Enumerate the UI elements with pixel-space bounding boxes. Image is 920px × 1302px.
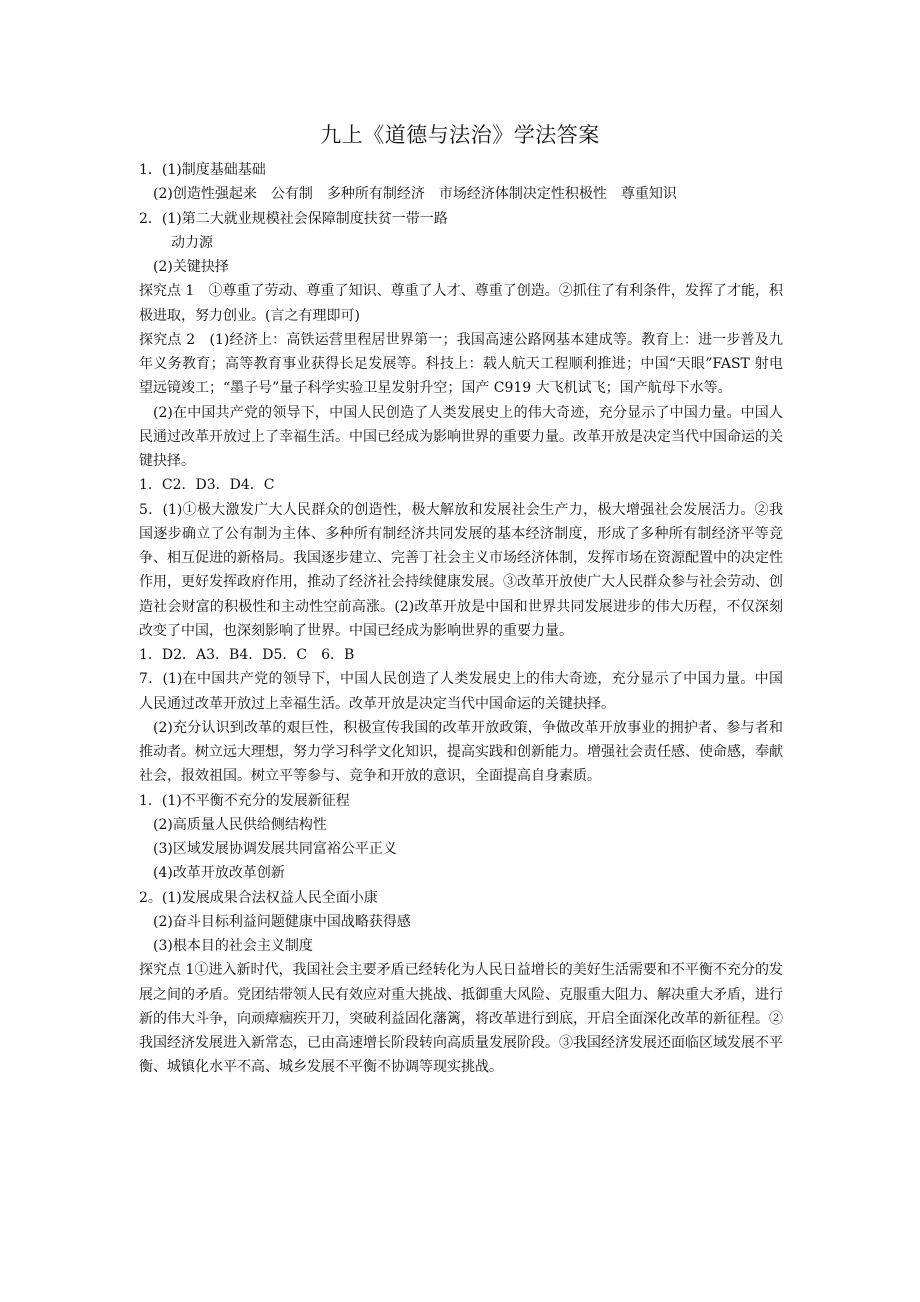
answer-paragraph: 1．(1)不平衡不充分的发展新征程: [139, 792, 350, 809]
document-title: 九上《道德与法治》学法答案: [320, 123, 600, 147]
answer-paragraph: (4)改革开放改革创新: [153, 865, 285, 882]
answer-paragraph: 1．(1)制度基础基础: [139, 162, 266, 178]
document-body: [139, 158, 783, 1080]
answer-paragraph: (2)奋斗目标利益问题健康中国战略获得感: [153, 913, 411, 930]
answer-paragraph: 探究点 2 (1)经济上：高铁运营里程居世界第一；我国高速公路网基本建成等。教育上：进一步普及九年义务教育；高等教育事业获得长足发展等。科技上：载人航天工程顺利推进；中国“天眼”FAST 射电望远镜竣工；“墨子号”量子科学实验卫星发射升空；国产 C919 大飞机试飞；国产航母下水等。: [139, 331, 783, 397]
answer-paragraph: (2)关键抉择: [153, 259, 229, 275]
answer-paragraph: 探究点 1 ①尊重了劳动、尊重了知识、尊重了人才、尊重了创造。②抓住了有利条件，发挥了才能，积极进取，努力创业。(言之有理即可): [139, 283, 783, 324]
answer-paragraph: (3)根本目的社会主义制度: [153, 938, 313, 954]
answer-paragraph: (2)在中国共产党的领导下，中国人民创造了人类发展史上的伟大奇迹，充分显示了中国力量。中国人民通过改革开放过上了幸福生活。中国已经成为影响世界的重要力量。改革开放是决定当代中国命运的关键抉择。: [139, 404, 783, 469]
answer-paragraph: 2．(1)第二大就业规模社会保障制度扶贫一带一路: [139, 210, 448, 227]
answer-paragraph: (2)创造性强起来 公有制 多种所有制经济 市场经济体制决定性积极性 尊重知识: [153, 186, 677, 203]
answer-paragraph: (2)充分认识到改革的艰巨性，积极宣传我国的改革开放政策，争做改革开放事业的拥护者、参与者和推动者。树立远大理想，努力学习科学文化知识，提高实践和创新能力。增强社会责任感、使命感，奉献社会，报效祖国。树立平等参与、竞争和开放的意识，全面提高自身素质。: [139, 719, 783, 785]
answer-paragraph: 1．D2．A3．B4．D5．C 6．B: [139, 647, 355, 663]
answer-paragraph: 探究点 1①进入新时代，我国社会主要矛盾已经转化为人民日益增长的美好生活需要和不平衡不充分的发展之间的矛盾。党团结带领人民有效应对重大挑战、抵御重大风险、克服重大阻力、解决重大矛盾，进行新的伟大斗争，向顽瘴痼疾开刀，突破利益固化藩篱，将改革进行到底，开启全面深化改革的新征程。②我国经济发展进入新常态，已由高速增长阶段转向高质量发展阶段。③我国经济发展还面临区域发展不平衡、城镇化水平不高、城乡发展不平衡不协调等现实挑战。: [139, 962, 783, 1076]
answer-paragraph: (2)高质量人民供给侧结构性: [153, 816, 327, 833]
answer-paragraph: 5．(1)①极大激发广大人民群众的创造性，极大解放和发展社会生产力，极大增强社会发展活力。②我国逐步确立了公有制为主体、多种所有制经济共同发展的基本经济制度，形成了多种所有制经济平等竞争、相互促进的新格局。我国逐步建立、完善丁社会主义市场经济体制，发挥市场在资源配置中的决定性作用，更好发挥政府作用，推动了经济社会持续健康发展。③改革开放使广大人民群众参与社会劳动、创造社会财富的积极性和主动性空前高涨。(2)改革开放是中国和世界共同发展进步的伟大历程，不仅深刻改变了中国，也深刻影响了世界。中国已经成为影响世界的重要力量。: [139, 501, 783, 639]
answer-paragraph: 1．C2．D3．D4．C: [139, 477, 275, 494]
answer-paragraph: 7．(1)在中国共产党的领导下，中国人民创造了人类发展史上的伟大奇迹，充分显示了中国力量。中国人民通过改革开放过上幸福生活。改革开放是决定当代中国命运的关键抉择。: [139, 671, 783, 712]
answer-paragraph: (3)区域发展协调发展共同富裕公平正义: [153, 841, 397, 857]
answer-paragraph: 动力源: [171, 234, 213, 251]
answer-paragraph: 2。(1)发展成果合法权益人民全面小康: [139, 889, 378, 906]
